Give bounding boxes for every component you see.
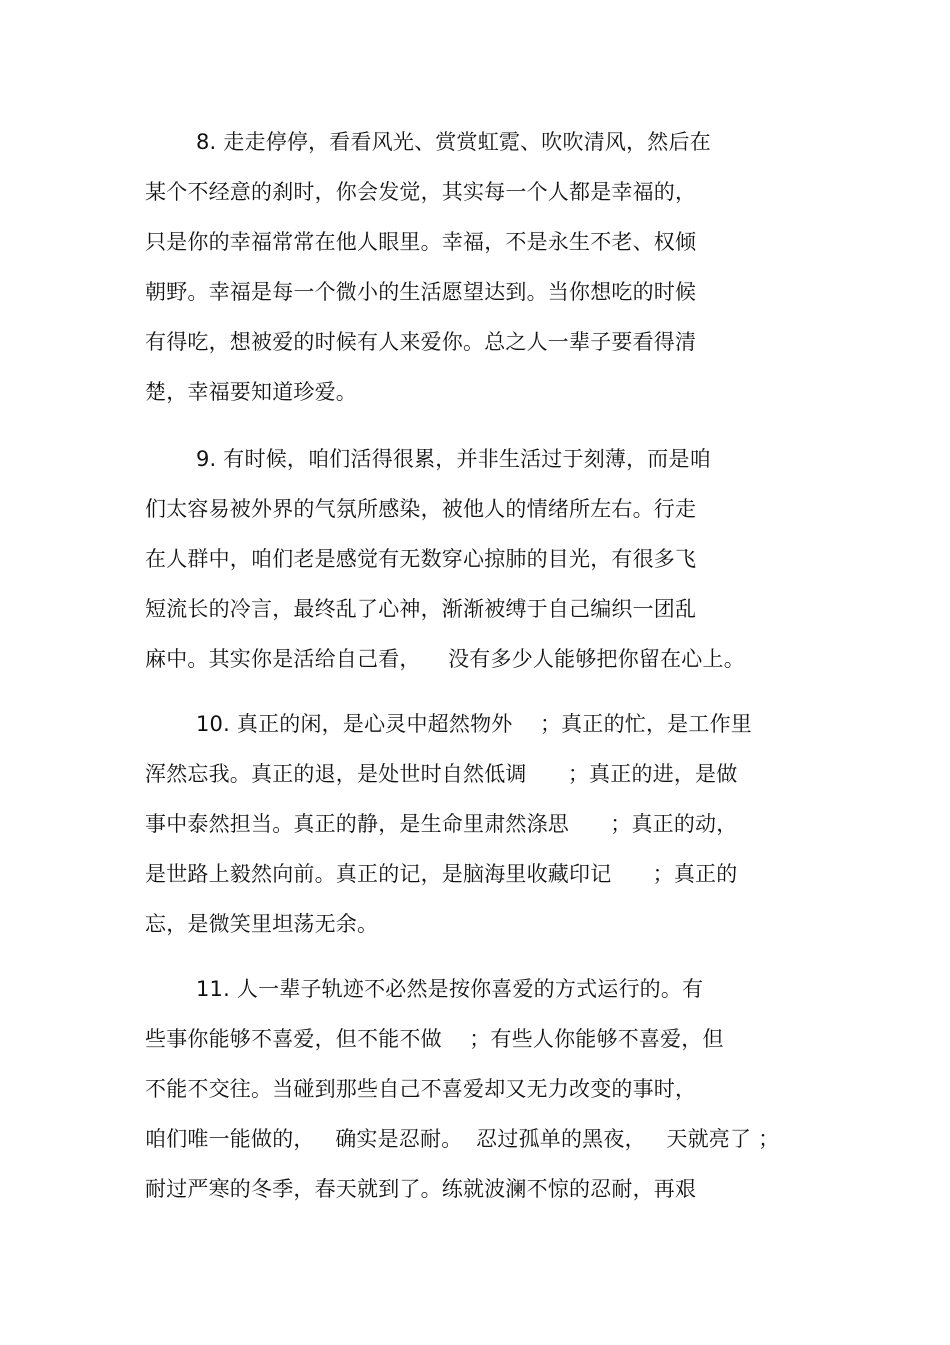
paragraph-line: 们太容易被外界的气氛所感染，被他人的情绪所左右。行走 <box>145 497 697 521</box>
paragraph-line: 不能不交往。当碰到那些自己不喜爱却又无力改变的事时， <box>145 1077 697 1101</box>
paragraph-line: 10. 真正的闲，是心灵中超然物外 ；真正的忙，是工作里 <box>196 712 752 736</box>
paragraph-line: 朝野。幸福是每一个微小的生活愿望达到。当你想吃的时候 <box>145 280 697 304</box>
paragraph-line: 咱们唯一能做的， 确实是忍耐。 忍过孤单的黑夜， 天就亮了 ； <box>145 1127 780 1151</box>
paragraph-line: 9. 有时候，咱们活得很累，并非生活过于刻薄，而是咱 <box>196 447 711 471</box>
paragraph-line: 某个不经意的刹时，你会发觉，其实每一个人都是幸福的， <box>145 180 697 204</box>
paragraph-line: 只是你的幸福常常在他人眼里。幸福，不是永生不老、权倾 <box>145 230 697 254</box>
paragraph-line: 楚，幸福要知道珍爱。 <box>145 380 357 404</box>
paragraph-line: 麻中。其实你是活给自己看， 没有多少人能够把你留在心上。 <box>145 647 745 671</box>
paragraph-line: 11. 人一辈子轨迹不必然是按你喜爱的方式运行的。有 <box>196 977 704 1001</box>
paragraph-line: 事中泰然担当。真正的静，是生命里肃然涤思 ；真正的动， <box>145 812 738 836</box>
paragraph-line: 8. 走走停停，看看风光、赏赏虹霓、吹吹清风，然后在 <box>196 130 711 154</box>
paragraph-line: 些事你能够不喜爱，但不能不做 ；有些人你能够不喜爱，但 <box>145 1027 724 1051</box>
paragraph-line: 浑然忘我。真正的退，是处世时自然低调 ；真正的进，是做 <box>145 762 738 786</box>
paragraph-line: 是世路上毅然向前。真正的记，是脑海里收藏印记 ；真正的 <box>145 862 738 886</box>
paragraph-line: 有得吃，想被爱的时候有人来爱你。总之人一辈子要看得清 <box>145 330 697 354</box>
paragraph-line: 在人群中，咱们老是感觉有无数穿心掠肺的目光，有很多飞 <box>145 547 697 571</box>
paragraph-line: 忘，是微笑里坦荡无余。 <box>145 912 379 936</box>
paragraph-line: 耐过严寒的冬季，春天就到了。练就波澜不惊的忍耐，再艰 <box>145 1177 697 1201</box>
paragraph-line: 短流长的冷言，最终乱了心神，渐渐被缚于自己编织一团乱 <box>145 597 697 621</box>
